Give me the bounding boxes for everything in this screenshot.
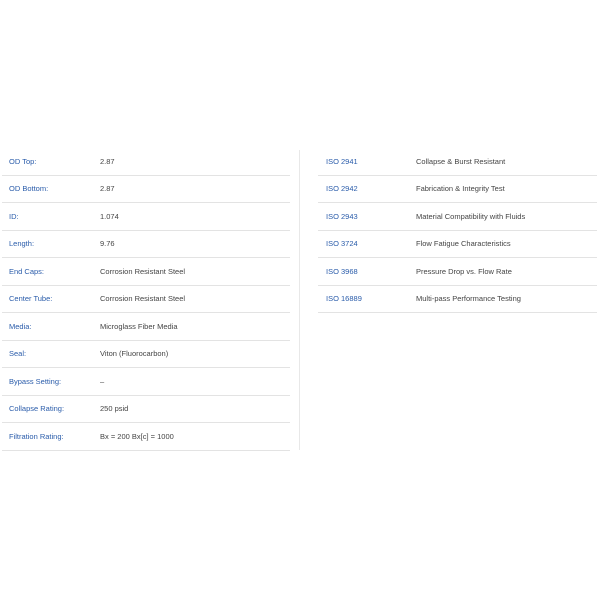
spec-label: Seal:	[9, 349, 27, 359]
standard-description: Flow Fatigue Characteristics	[416, 239, 511, 249]
standard-code: ISO 3968	[326, 266, 358, 276]
spec-value: Viton (Fluorocarbon)	[100, 349, 169, 359]
standard-row	[318, 231, 597, 259]
spec-value: 250 psid	[100, 404, 129, 414]
spec-row	[2, 203, 290, 231]
standard-code: ISO 2943	[326, 211, 358, 221]
spec-value: Bx = 200 Bx[c] = 1000	[100, 431, 174, 441]
column-divider	[299, 150, 300, 450]
standard-row	[318, 148, 597, 176]
spec-label: End Caps:	[9, 266, 45, 276]
spec-row	[2, 176, 290, 204]
spec-row	[2, 341, 290, 369]
spec-label: OD Bottom:	[9, 184, 49, 194]
standard-row	[318, 203, 597, 231]
standards-table	[318, 148, 597, 313]
spec-value: 1.074	[100, 211, 119, 221]
standard-description: Pressure Drop vs. Flow Rate	[416, 266, 512, 276]
spec-value: Corrosion Resistant Steel	[100, 266, 186, 276]
spec-row	[2, 286, 290, 314]
spec-row	[2, 231, 290, 259]
spec-row	[2, 313, 290, 341]
spec-label: Bypass Setting:	[9, 376, 62, 386]
spec-row	[2, 396, 290, 424]
standard-row	[318, 176, 597, 204]
standard-description: Material Compatibility with Fluids	[416, 211, 526, 221]
standard-row	[318, 286, 597, 314]
spec-value: 2.87	[100, 156, 115, 166]
spec-label: Filtration Rating:	[9, 431, 64, 441]
spec-label: Media:	[9, 321, 32, 331]
spec-value: Microglass Fiber Media	[100, 321, 178, 331]
standard-description: Multi-pass Performance Testing	[416, 294, 521, 304]
spec-row	[2, 423, 290, 451]
spec-value: 2.87	[100, 184, 115, 194]
standard-description: Fabrication & Integrity Test	[416, 184, 505, 194]
spec-label: Collapse Rating:	[9, 404, 65, 414]
standard-code: ISO 2941	[326, 156, 358, 166]
standard-description: Collapse & Burst Resistant	[416, 156, 506, 166]
spec-label: OD Top:	[9, 156, 37, 166]
spec-label: Length:	[9, 239, 35, 249]
spec-row	[2, 148, 290, 176]
standard-code: ISO 2942	[326, 184, 358, 194]
specifications-table	[2, 148, 290, 451]
standard-row	[318, 258, 597, 286]
spec-label: ID:	[9, 211, 19, 221]
spec-value: 9.76	[100, 239, 115, 249]
spec-value: –	[100, 376, 105, 386]
spec-label: Center Tube:	[9, 294, 53, 304]
standard-code: ISO 16889	[326, 294, 362, 304]
spec-row	[2, 258, 290, 286]
spec-value: Corrosion Resistant Steel	[100, 294, 186, 304]
standard-code: ISO 3724	[326, 239, 358, 249]
spec-row	[2, 368, 290, 396]
